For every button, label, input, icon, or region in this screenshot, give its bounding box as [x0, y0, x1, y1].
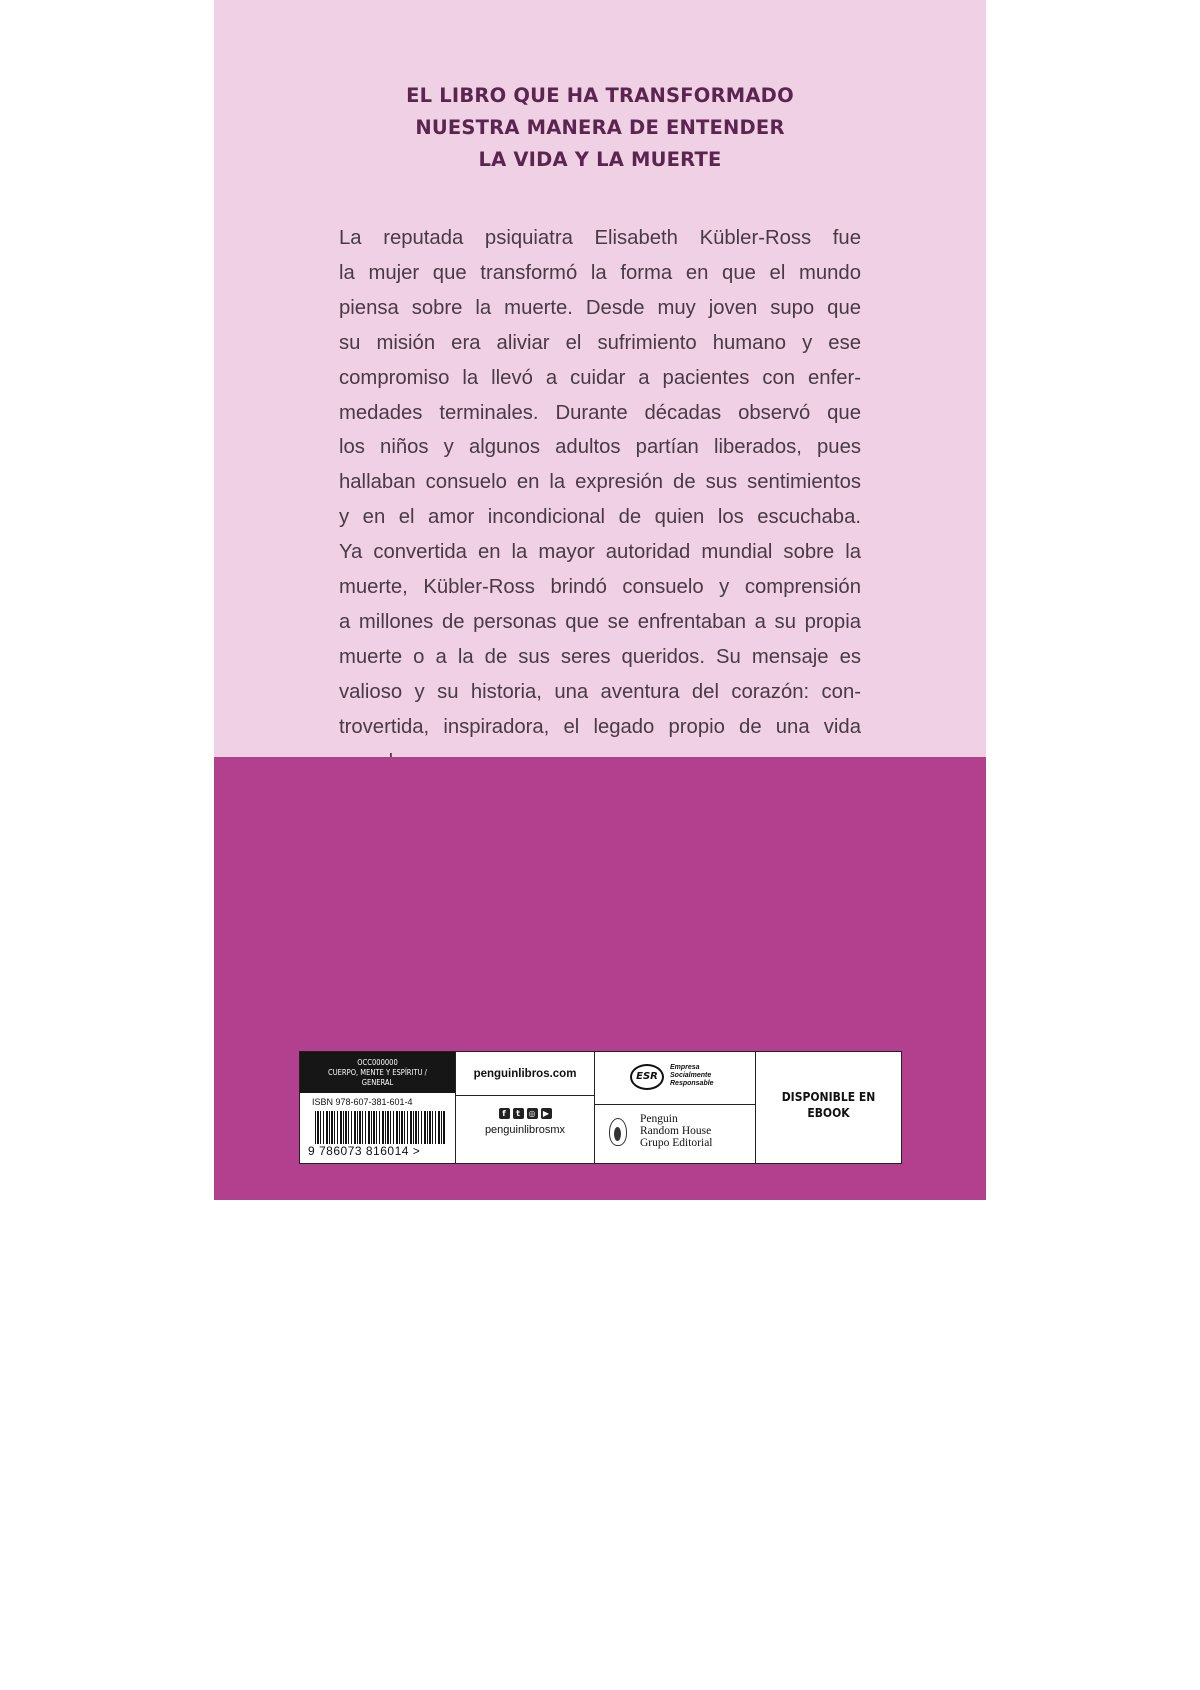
book-back-cover — [214, 0, 986, 1690]
esr-block — [595, 1052, 755, 1105]
category-line: GENERAL — [361, 1078, 394, 1087]
collection-prefix: Colección especial — [353, 1610, 613, 1643]
synopsis-line: La reputada psiquiatra Elisabeth Kübler-Ross fue — [339, 227, 861, 249]
tagline-line: EL LIBRO QUE HA TRANSFORMADO — [406, 84, 794, 107]
synopsis-line: muerte o a la de sus seres queridos. Su mensaje es — [339, 645, 861, 668]
esr-logo-icon: ESR — [630, 1064, 664, 1090]
synopsis-line: muerte, Kübler-Ross brindó consuelo y comprensión — [339, 576, 861, 599]
synopsis-line: piensa sobre la muerte. Desde muy joven supo que — [339, 296, 861, 319]
category-code: OCC000000 — [357, 1058, 398, 1067]
web-cell — [456, 1052, 595, 1163]
website-text: penguinlibros.com — [456, 1052, 594, 1096]
instagram-icon: ◎ — [527, 1108, 538, 1119]
barcode-number: 9 786073 816014 > — [308, 1144, 421, 1158]
penguin-logo-icon — [609, 1118, 627, 1146]
synopsis-line: a millones de personas que se enfrentaban a su propia — [339, 610, 861, 633]
social-handle: penguinlibrosmx — [484, 1124, 566, 1136]
synopsis-line: su misión era aliviar el sufrimiento humano y ese — [339, 331, 861, 354]
barcode-cell — [300, 1052, 456, 1163]
esr-line: Socialmente — [670, 1072, 712, 1079]
category-block — [300, 1052, 455, 1093]
edition-label: EDICIÓN LIMITADA — [448, 1660, 752, 1690]
ebook-cell — [756, 1052, 901, 1163]
publisher-line: Grupo Editorial — [640, 1137, 713, 1149]
synopsis-line: hallaban consuelo en la expresión de sus sentimientos — [339, 471, 861, 494]
cover-top-panel — [214, 0, 986, 757]
facebook-icon: f — [499, 1108, 510, 1119]
synopsis-line: valioso y su historia, una aventura del corazón: con- — [339, 680, 861, 703]
synopsis-line: compromiso la llevó a cuidar a pacientes con enfer- — [339, 366, 861, 389]
collection-line — [214, 1610, 986, 1643]
esr-line: Responsable — [670, 1080, 714, 1087]
tagline-line: NUESTRA MANERA DE ENTENDER — [415, 116, 785, 139]
esr-text — [670, 1064, 714, 1088]
synopsis-line: medades terminales. Durante décadas observó que — [339, 401, 861, 424]
tagline-line: LA VIDA Y LA MUERTE — [478, 148, 722, 171]
publisher-cell — [595, 1052, 756, 1163]
synopsis-line: los niños y algunos adultos partían liberados, pues — [339, 436, 861, 459]
isbn-text: ISBN 978-607-381-601-4 — [312, 1097, 413, 1107]
ebook-notice — [782, 1089, 876, 1121]
publisher-line: Random House — [640, 1125, 712, 1137]
youtube-icon: ▶ — [541, 1108, 552, 1119]
ebook-line: DISPONIBLE EN — [781, 1089, 876, 1104]
social-icons — [456, 1108, 594, 1119]
publisher-line: Penguin — [640, 1113, 678, 1125]
synopsis-line: trovertida, inspiradora, el legado propio de una vida — [339, 715, 861, 738]
ebook-line: EBOOK — [807, 1105, 850, 1120]
synopsis — [339, 221, 861, 780]
synopsis-line: y en el amor incondicional de quien los escuchaba. — [339, 506, 861, 529]
category-line: CUERPO, MENTE Y ESPÍRITU / — [328, 1068, 427, 1077]
collection-title: Un viaje interior — [621, 1610, 847, 1643]
barcode-image — [315, 1111, 445, 1144]
twitter-icon: t — [513, 1108, 524, 1119]
publisher-name — [640, 1113, 713, 1149]
synopsis-line: Ya convertida en la mayor autoridad mundial sobre la — [339, 541, 861, 564]
synopsis-line: la mujer que transformó la forma en que el mundo — [339, 261, 861, 284]
esr-line: Empresa — [670, 1064, 700, 1071]
info-box — [299, 1051, 902, 1164]
tagline — [214, 80, 986, 176]
